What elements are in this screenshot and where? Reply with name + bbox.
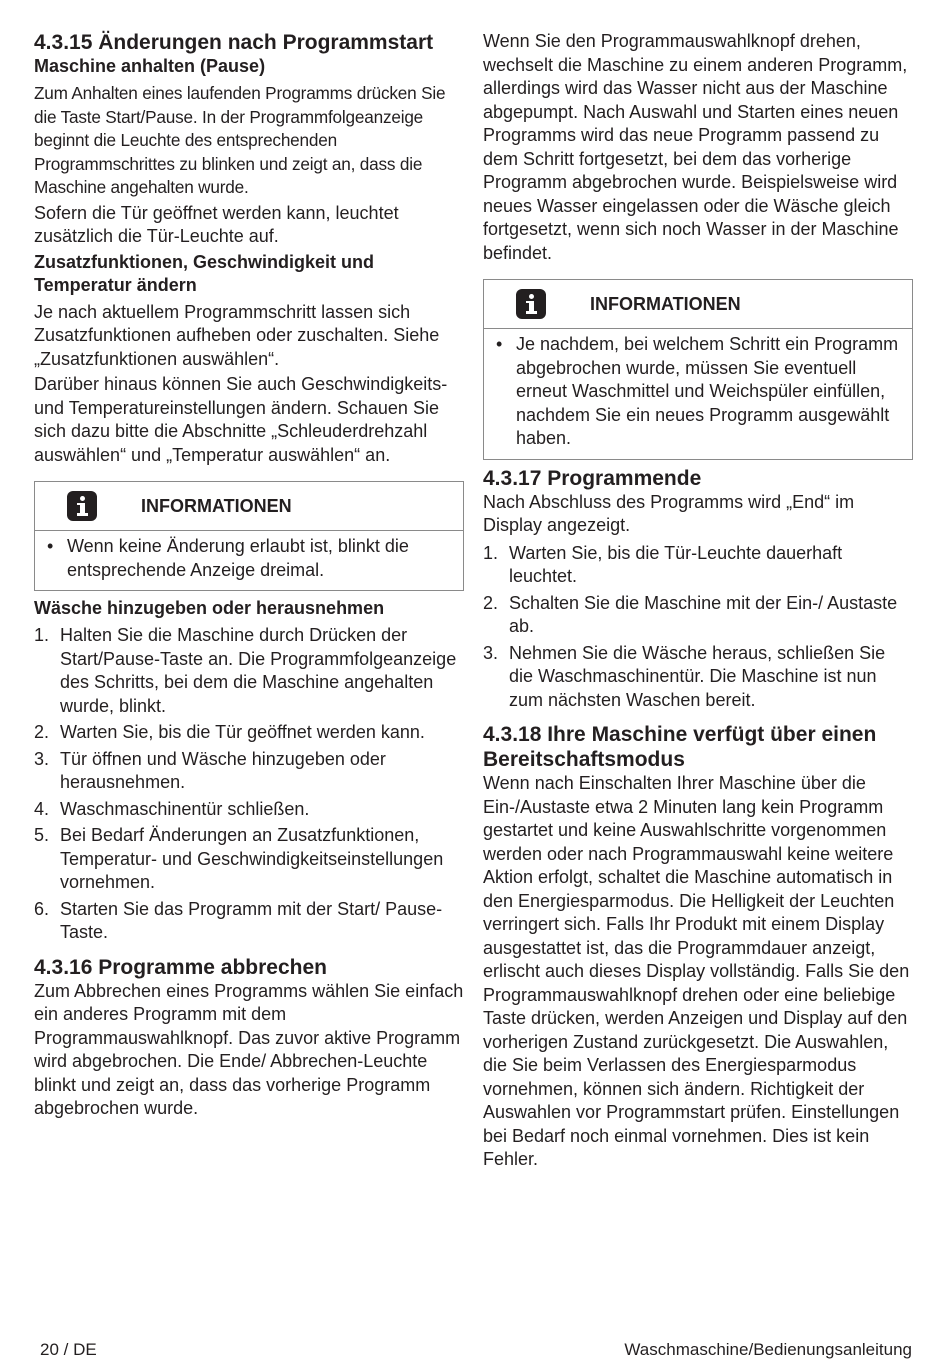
list-item: 2. Schalten Sie die Maschine mit der Ein-/ Austaste ab.: [483, 592, 898, 636]
list-item: 3. Tür öffnen und Wäsche hinzugeben oder herausnehmen.: [34, 748, 386, 792]
section-4-3-16-title: 4.3.16 Programme abbrechen: [34, 955, 327, 979]
document-title: Waschmaschine/Bedienungsanleitung: [624, 1340, 912, 1359]
list-item: 6. Starten Sie das Programm mit der Start/ Pause-Taste.: [34, 898, 443, 942]
list-item: 1. Halten Sie die Maschine durch Drücken der Start/Pause-Taste an. Die Programmfolgeanzeige des Schritts, bei dem die Maschine angehalten wurde, blinkt.: [34, 625, 457, 716]
list-item: 1. Warten Sie, bis die Tür-Leuchte dauerhaft leuchtet.: [483, 542, 843, 586]
list-item: 4. Waschmaschinentür schließen.: [34, 798, 310, 819]
info-box-header: [484, 280, 912, 329]
right-column: [483, 30, 913, 1174]
door-paragraph: Sofern die Tür geöffnet werden kann, leuchtet zusätzlich die Tür-Leuchte auf.: [34, 202, 399, 246]
addon-heading: Zusatzfunktionen, Geschwindigkeit und Temperatur ändern: [34, 251, 375, 295]
list-item: 3. Nehmen Sie die Wäsche heraus, schließen Sie die Waschmaschinentür. Die Maschine ist nun zum nächsten Waschen bereit.: [483, 642, 886, 710]
laundry-heading: Wäsche hinzugeben oder herausnehmen: [34, 598, 385, 618]
section-4-3-18-title: 4.3.18 Ihre Maschine verfügt über einen Bereitschaftsmodus: [483, 723, 877, 771]
info-box-right: [483, 279, 913, 460]
info-bullet-text: Je nachdem, bei welchem Schritt ein Programm abgebrochen wurde, müssen Sie eventuell erneut Waschmittel und Weichspüler einfüllen, nachdem Sie ein neues Programm ausgewählt haben.: [516, 334, 899, 448]
addon-paragraph-2: Darüber hinaus können Sie auch Geschwindigkeits- und Temperatureinstellungen ändern. Schauen Sie sich dazu bitte die Abschnitte „Schleuderdrehzahl auswählen“ und „Temperatur auswählen“ an.: [34, 374, 448, 465]
cancel-paragraph: Zum Abbrechen eines Programms wählen Sie einfach ein anderes Programm mit dem Programmauswahlknopf. Das zuvor aktive Programm wird abgebrochen. Die Ende/ Abbrechen-Leuchte blinkt und zeigt an, dass das vorherige Programm abgebrochen wurde.: [34, 980, 464, 1118]
section-4-3-15-title: 4.3.15 Änderungen nach Programmstart: [34, 31, 434, 54]
info-icon: [67, 491, 97, 521]
info-box-title: INFORMATIONEN: [590, 293, 741, 314]
pause-paragraph: Zum Anhalten eines laufenden Programms drücken Sie die Taste Start/Pause. In der Programmfolgeanzeige beginnt die Leuchte des entsprechenden Programmschrittes zu blinken und zeigt an, dass die Maschine angehalten wurde.: [34, 83, 446, 197]
list-item: 2. Warten Sie, bis die Tür geöffnet werden kann.: [34, 722, 425, 742]
info-box-left: [34, 481, 464, 591]
addon-paragraph-1: Je nach aktuellem Programmschritt lassen sich Zusatzfunktionen aufheben oder zuschalten. Siehe „Zusatzfunktionen auswählen“.: [34, 301, 440, 369]
program-end-paragraph: Nach Abschluss des Programms wird „End“ im Display angezeigt.: [483, 491, 855, 535]
info-box-body: [35, 531, 463, 590]
pause-heading: Maschine anhalten (Pause): [34, 56, 266, 76]
info-bullet-text: Wenn keine Änderung erlaubt ist, blinkt die entsprechende Anzeige dreimal.: [67, 536, 409, 580]
page-number: 20 / DE: [40, 1340, 97, 1359]
info-box-title: INFORMATIONEN: [141, 495, 292, 516]
standby-paragraph: Wenn nach Einschalten Ihrer Maschine über die Ein-/Austaste etwa 2 Minuten lang kein Programm gestartet und keine Auswahlschritte vorgenommen werden oder nach Programmauswahl keine weitere Aktion erfolgt, schaltet die Maschine automatisch in den Energiesparmodus. Die Helligkeit der Leuchten verringert sich. Falls Ihr Produkt mit einem Display ausgestattet ist, das die Programmdauer anzeigt, erlischt auch dieses Display vollständig. Falls Sie den Programmauswahlknopf drehen oder eine beliebige Taste drücken, werden Anzeigen und Display auf den vorherigen Zustand zurückgesetzt. Die Auswahlen, die Sie beim Verlassen des Energiesparmodus vornehmen, können sich ändern. Richtigkeit der Auswahlen vor Programmstart prüfen. Einstellungen bei Bedarf noch einmal vornehmen. Dies ist kein Fehler.: [483, 773, 910, 1169]
info-icon: [516, 289, 546, 319]
laundry-steps-list: [34, 624, 464, 945]
program-end-steps-list: [483, 542, 913, 713]
cancel-continued-paragraph: Wenn Sie den Programmauswahlknopf drehen, wechselt die Maschine zu einem anderen Programm, allerdings wird das Wasser nicht aus der Maschine abgepumpt. Nach Auswahl und Starten eines neuen Programms wird das neue Programm passend zu dem Schritt fortgesetzt, bei dem das vorherige Programm abgebrochen wurde. Beispielsweise wird neues Wasser eingelassen oder die Wäsche gleich fortgesetzt, wenn sich noch Wasser in der Maschine befindet.: [483, 31, 908, 263]
list-item: 5. Bei Bedarf Änderungen an Zusatzfunktionen, Temperatur- und Geschwindigkeitseinstellungen vornehmen.: [34, 825, 444, 892]
section-4-3-17-title: 4.3.17 Programmende: [483, 466, 702, 490]
left-column: [34, 30, 464, 1123]
info-box-header: [35, 482, 463, 531]
info-bullet: • Je nachdem, bei welchem Schritt ein Programm abgebrochen wurde, müssen Sie eventuell erneut Waschmittel und Weichspüler einfüllen, nachdem Sie ein neues Programm ausgewählt haben.: [496, 334, 899, 448]
info-box-body: [484, 329, 912, 459]
info-bullet: • Wenn keine Änderung erlaubt ist, blinkt die entsprechende Anzeige dreimal.: [47, 536, 409, 580]
